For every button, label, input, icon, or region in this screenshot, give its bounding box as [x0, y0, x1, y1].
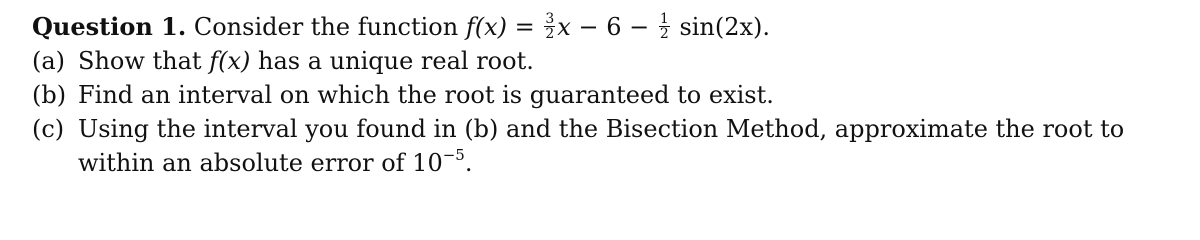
part-math: f(x)	[209, 47, 251, 75]
sine-term: sin(2x)	[679, 13, 763, 41]
part-a	[32, 44, 1182, 78]
part-b	[32, 78, 1182, 112]
exponent: −5	[442, 146, 465, 164]
fraction-denominator: 2	[545, 26, 555, 42]
constant-term: − 6 −	[578, 13, 650, 41]
fraction-denominator: 2	[659, 26, 669, 42]
fraction-numerator: 1	[659, 11, 669, 27]
fraction-three-halves	[544, 12, 555, 41]
part-c-continuation	[32, 146, 1182, 180]
part-text: within an absolute error of 10	[78, 149, 443, 177]
part-text: Using the interval you found in (b) and the Bisection Method, approximate the root to	[78, 115, 1125, 143]
equals-sign: =	[514, 13, 535, 41]
part-label: (c)	[32, 115, 65, 143]
part-text: .	[464, 149, 473, 177]
question-block	[32, 10, 1182, 180]
part-text: Show that	[78, 47, 202, 75]
function-lhs: f(x)	[465, 13, 507, 41]
question-statement	[32, 10, 1182, 44]
part-text: Find an interval on which the root is guaranteed to exist.	[78, 81, 774, 109]
question-heading: Question 1.	[32, 12, 187, 41]
fraction-one-half	[659, 12, 670, 41]
function-variable: x	[557, 13, 571, 41]
statement-period: .	[762, 13, 771, 41]
part-label: (b)	[32, 81, 67, 109]
part-label: (a)	[32, 47, 66, 75]
part-c	[32, 112, 1182, 146]
part-text: has a unique real root.	[258, 47, 534, 75]
question-intro: Consider the function	[193, 13, 459, 41]
fraction-numerator: 3	[545, 11, 555, 27]
